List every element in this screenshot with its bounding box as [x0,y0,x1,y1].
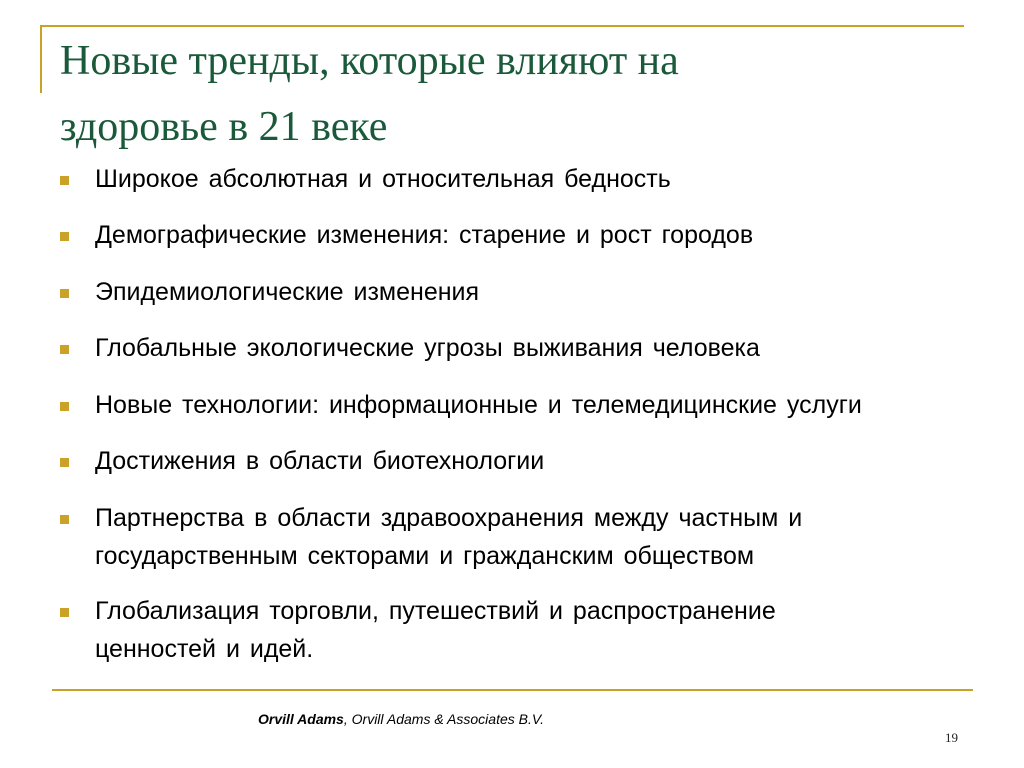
bullet-line: Глобализация торговли, путешествий и распространение [95,597,776,625]
bullet-text [95,499,975,575]
title-line-1: Новые тренды, которые влияют на [60,38,679,84]
bullet-line: Глобальные экологические угрозы выживания человека [95,334,760,362]
bullet-square-icon [60,458,69,467]
frame-line-top [42,25,964,27]
bullet-square-icon [60,289,69,298]
bullet-text [95,386,975,424]
slide-title [60,28,960,160]
bullet-line: Эпидемиологические изменения [95,278,480,306]
frame-line-left [40,25,42,93]
footer-divider [52,689,973,691]
bullet-line: Широкое абсолютная и относительная бедность [95,165,671,193]
bullet-text [95,273,975,311]
footer-author-name: Orvill Adams [258,711,344,727]
bullet-square-icon [60,232,69,241]
footer-author [258,711,544,727]
bullet-text [95,160,975,198]
footer-author-company: , Orvill Adams & Associates B.V. [343,711,545,727]
bullet-line: Достижения в области биотехнологии [95,447,545,475]
bullet-text [95,329,975,367]
bullet-square-icon [60,515,69,524]
bullet-line: государственным секторами и гражданским обществом [95,542,755,570]
bullet-line: Новые технологии: информационные и телемедицинские услуги [95,391,862,419]
page-number: 19 [945,730,958,745]
bullet-square-icon [60,402,69,411]
bullet-square-icon [60,608,69,617]
bullet-text [95,592,975,668]
bullet-line: ценностей и идей. [95,635,314,663]
bullet-line: Демографические изменения: старение и рост городов [95,221,754,249]
bullet-line: Партнерства в области здравоохранения между частным и [95,504,803,532]
bullet-square-icon [60,345,69,354]
bullet-text [95,216,975,254]
bullet-square-icon [60,176,69,185]
title-line-2: здоровье в 21 веке [60,104,388,150]
bullet-text [95,442,975,480]
